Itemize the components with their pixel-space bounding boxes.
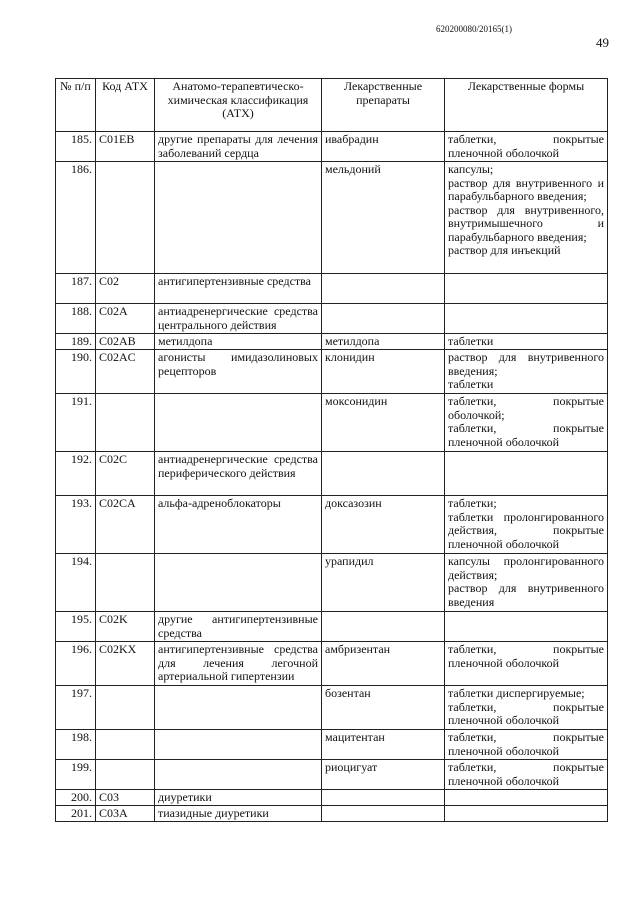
atc-code (96, 554, 155, 612)
row-number: 198. (56, 730, 96, 760)
table-header-row (56, 79, 608, 132)
atc-code: C01EB (96, 132, 155, 162)
dosage-forms: таблетки, покрытые пленочной оболочкой (445, 760, 608, 790)
row-number: 196. (56, 642, 96, 686)
atc-code: C02C (96, 452, 155, 496)
dosage-forms (445, 612, 608, 642)
atc-class (155, 554, 322, 612)
atc-class (155, 760, 322, 790)
table-row (56, 496, 608, 554)
table-row (56, 350, 608, 394)
table-row (56, 760, 608, 790)
drug-table (55, 78, 608, 822)
table-row (56, 554, 608, 612)
drug-name: мацитентан (322, 730, 445, 760)
row-number: 189. (56, 334, 96, 350)
row-number: 187. (56, 274, 96, 304)
drug-name (322, 612, 445, 642)
dosage-forms: таблетки, покрытые пленочной оболочкой (445, 642, 608, 686)
atc-code (96, 730, 155, 760)
dosage-forms (445, 304, 608, 334)
dosage-forms: таблетки, покрытые пленочной оболочкой (445, 730, 608, 760)
atc-class (155, 686, 322, 730)
row-number: 188. (56, 304, 96, 334)
dosage-forms: раствор для внутривенного введения; таблетки (445, 350, 608, 394)
page-number: 49 (596, 35, 609, 50)
row-number: 200. (56, 790, 96, 806)
col-header-forms: Лекарственные формы (445, 79, 608, 132)
drug-name: клонидин (322, 350, 445, 394)
drug-name: ивабрадин (322, 132, 445, 162)
drug-name: моксонидин (322, 394, 445, 452)
atc-code: C03A (96, 806, 155, 822)
table-row (56, 334, 608, 350)
atc-class: диуретики (155, 790, 322, 806)
row-number: 199. (56, 760, 96, 790)
drug-name (322, 790, 445, 806)
dosage-forms: таблетки, покрытые пленочной оболочкой (445, 132, 608, 162)
atc-code: C02A (96, 304, 155, 334)
drug-name (322, 274, 445, 304)
atc-code: C02AB (96, 334, 155, 350)
table-row (56, 612, 608, 642)
table-row (56, 394, 608, 452)
atc-class: агонисты имидазолиновых рецепторов (155, 350, 322, 394)
atc-code (96, 162, 155, 274)
document-id: 620200080/20165(1) (436, 24, 512, 34)
atc-class: антигипертензивные средства (155, 274, 322, 304)
table-row (56, 730, 608, 760)
table-row (56, 642, 608, 686)
row-number: 197. (56, 686, 96, 730)
atc-class: тиазидные диуретики (155, 806, 322, 822)
atc-code: C02AC (96, 350, 155, 394)
dosage-forms (445, 790, 608, 806)
drug-name: риоцигуат (322, 760, 445, 790)
atc-code: C02K (96, 612, 155, 642)
table-row (56, 452, 608, 496)
row-number: 195. (56, 612, 96, 642)
drug-name: амбризентан (322, 642, 445, 686)
atc-class (155, 162, 322, 274)
drug-name: мельдоний (322, 162, 445, 274)
table-row (56, 132, 608, 162)
atc-class: антиадренергические средства периферического действия (155, 452, 322, 496)
row-number: 185. (56, 132, 96, 162)
atc-code: C02CA (96, 496, 155, 554)
atc-class: метилдопа (155, 334, 322, 350)
row-number: 186. (56, 162, 96, 274)
col-header-atc: Анатомо-терапевтическо-химическая классификация (АТХ) (155, 79, 322, 132)
dosage-forms: таблетки; таблетки пролонгированного действия, покрытые пленочной оболочкой (445, 496, 608, 554)
row-number: 190. (56, 350, 96, 394)
atc-code (96, 760, 155, 790)
dosage-forms (445, 274, 608, 304)
dosage-forms: капсулы; раствор для внутривенного и парабульбарного введения; раствор для внутривенного, внутримышечного и парабульбарного введения; раствор для инъекций (445, 162, 608, 274)
dosage-forms: капсулы пролонгированного действия; раствор для внутривенного введения (445, 554, 608, 612)
table-row (56, 806, 608, 822)
drug-name: урапидил (322, 554, 445, 612)
dosage-forms (445, 452, 608, 496)
col-header-code: Код АТХ (96, 79, 155, 132)
atc-class: другие антигипертензивные средства (155, 612, 322, 642)
row-number: 201. (56, 806, 96, 822)
dosage-forms: таблетки диспергируемые; таблетки, покрытые пленочной оболочкой (445, 686, 608, 730)
atc-class (155, 394, 322, 452)
atc-code: C02KX (96, 642, 155, 686)
table-row (56, 686, 608, 730)
drug-name: доксазозин (322, 496, 445, 554)
atc-code: C02 (96, 274, 155, 304)
atc-code: C03 (96, 790, 155, 806)
table-row (56, 162, 608, 274)
row-number: 194. (56, 554, 96, 612)
table-row (56, 274, 608, 304)
atc-class: альфа-адреноблокаторы (155, 496, 322, 554)
drug-name: бозентан (322, 686, 445, 730)
table-row (56, 790, 608, 806)
drug-name (322, 452, 445, 496)
dosage-forms: таблетки (445, 334, 608, 350)
atc-class: другие препараты для лечения заболеваний сердца (155, 132, 322, 162)
table-row (56, 304, 608, 334)
col-header-drugs: Лекарственные препараты (322, 79, 445, 132)
col-header-number: № п/п (56, 79, 96, 132)
row-number: 193. (56, 496, 96, 554)
row-number: 191. (56, 394, 96, 452)
drug-name (322, 304, 445, 334)
atc-class (155, 730, 322, 760)
atc-class: антиадренергические средства центрального действия (155, 304, 322, 334)
row-number: 192. (56, 452, 96, 496)
drug-name (322, 806, 445, 822)
atc-code (96, 686, 155, 730)
atc-code (96, 394, 155, 452)
dosage-forms (445, 806, 608, 822)
atc-class: антигипертензивные средства для лечения легочной артериальной гипертензии (155, 642, 322, 686)
dosage-forms: таблетки, покрытые оболочкой; таблетки, покрытые пленочной оболочкой (445, 394, 608, 452)
drug-name: метилдопа (322, 334, 445, 350)
